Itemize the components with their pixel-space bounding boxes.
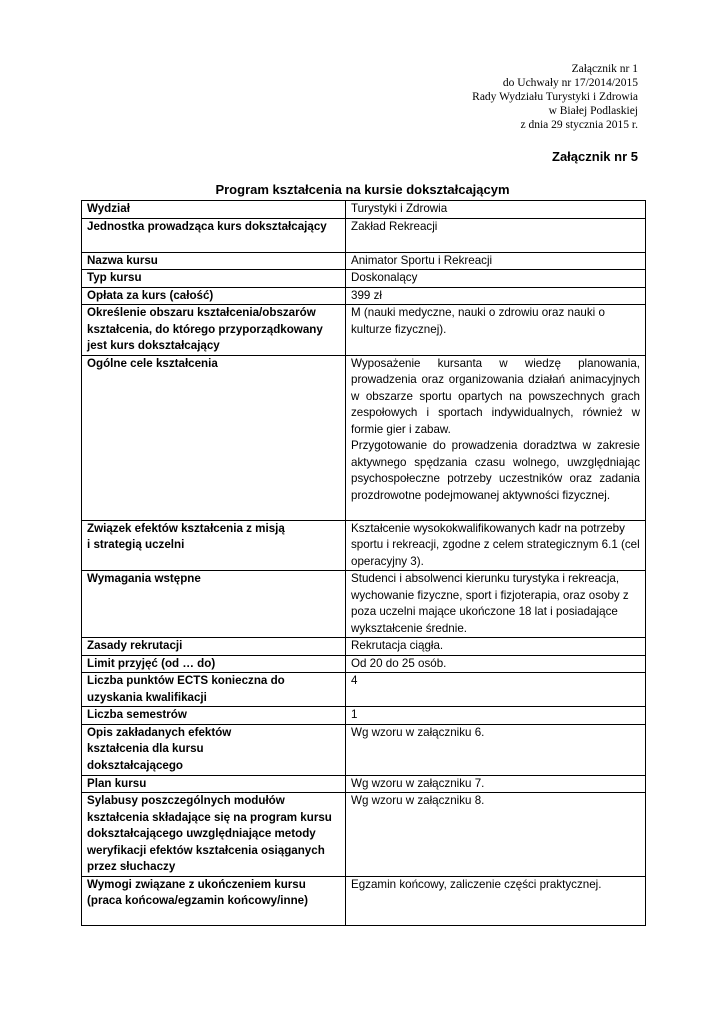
- row-value: Turystyki i Zdrowia: [346, 201, 646, 219]
- table-row: [82, 775, 646, 793]
- row-value: Wg wzoru w załączniku 6.: [346, 724, 646, 775]
- row-label-line: Opis zakładanych efektów: [87, 725, 232, 739]
- row-label: Określenie obszaru kształcenia/obszarów kształcenia, do którego przyporządkowany jest kurs dokształcający: [82, 305, 346, 356]
- row-value: Studenci i absolwenci kierunku turystyka i rekreacja, wychowanie fizyczne, sport i fizjoterapia, oraz osoby z poza uczelni mające ukończone 18 lat i posiadające wykształcenie średnie.: [346, 571, 646, 638]
- row-label: [82, 876, 346, 925]
- table-row: [82, 793, 646, 877]
- attachment-line: Załącznik nr 1: [571, 63, 638, 75]
- row-value: Wg wzoru w załączniku 7.: [346, 775, 646, 793]
- row-label: Liczba semestrów: [82, 707, 346, 725]
- table-row: [82, 218, 646, 252]
- row-value: Od 20 do 25 osób.: [346, 655, 646, 673]
- annex-title: Załącznik nr 5: [552, 149, 638, 164]
- table-row: [82, 520, 646, 571]
- table-row: [82, 655, 646, 673]
- row-label: Plan kursu: [82, 775, 346, 793]
- table-row: [82, 305, 646, 356]
- row-value: Egzamin końcowy, zaliczenie części praktycznej.: [346, 876, 646, 925]
- attachment-line: Rady Wydziału Turystyki i Zdrowia: [472, 91, 638, 103]
- table-row: [82, 287, 646, 305]
- row-label: Jednostka prowadząca kurs dokształcający: [82, 218, 346, 252]
- row-label-line: (praca końcowa/egzamin końcowy/inne): [87, 894, 308, 907]
- course-program-table: [81, 200, 646, 926]
- row-value: Zakład Rekreacji: [346, 218, 646, 252]
- row-value: Doskonalący: [346, 270, 646, 288]
- table-row: [82, 252, 646, 270]
- row-value: Animator Sportu i Rekreacji: [346, 252, 646, 270]
- objective-paragraph: Przygotowanie do prowadzenia doradztwa w zakresie aktywnego spędzania czasu wolnego, uwzględniając psychospołeczne potrzeby uczestników oraz zadania prozdrowotne podejmowanej aktywności fizycznej.: [351, 439, 640, 502]
- table-row: [82, 270, 646, 288]
- row-label: Zasady rekrutacji: [82, 638, 346, 656]
- row-label: Limit przyjęć (od … do): [82, 655, 346, 673]
- attachment-note: [338, 62, 638, 132]
- row-value: 399 zł: [346, 287, 646, 305]
- table-row: [82, 201, 646, 219]
- table-row: [82, 707, 646, 725]
- row-label: Ogólne cele kształcenia: [82, 355, 346, 520]
- row-label: Sylabusy poszczególnych modułów kształcenia składające się na program kursu dokształcającego uwzględniające metody weryfikacji efektów kształcenia osiąganych przez słuchaczy: [82, 793, 346, 877]
- row-label: [82, 520, 346, 571]
- table-row: [82, 638, 646, 656]
- row-label: Wydział: [82, 201, 346, 219]
- row-value: 4: [346, 673, 646, 707]
- table-row: [82, 355, 646, 520]
- row-label: Opłata za kurs (całość): [82, 287, 346, 305]
- attachment-line: do Uchwały nr 17/2014/2015: [502, 77, 638, 89]
- row-label: Wymagania wstępne: [82, 571, 346, 638]
- row-value: Wg wzoru w załączniku 8.: [346, 793, 646, 877]
- table-row: [82, 673, 646, 707]
- table-row: [82, 876, 646, 925]
- row-label: [82, 724, 346, 775]
- document-title: Program kształcenia na kursie dokształcającym: [215, 182, 510, 197]
- row-label-line: dokształcającego: [87, 758, 184, 772]
- row-label: Nazwa kursu: [82, 252, 346, 270]
- row-value: [346, 355, 646, 520]
- row-value: 1: [346, 707, 646, 725]
- row-label-line: kształcenia dla kursu: [87, 742, 204, 755]
- row-value: Kształcenie wysokokwalifikowanych kadr na potrzeby sportu i rekreacji, zgodne z celem strategicznym 6.1 (cel operacyjny 3).: [346, 520, 646, 571]
- objective-paragraph: Wyposażenie kursanta w wiedzę planowania, prowadzenia oraz organizowania działań animacyjnych w obszarze sportu opartych na powszechnych grach zespołowych i sportach indywidualnych, również w formie gier i zabaw.: [351, 356, 640, 436]
- row-label: Typ kursu: [82, 270, 346, 288]
- table-row: [82, 571, 646, 638]
- attachment-line: w Białej Podlaskiej: [548, 105, 638, 117]
- row-label-line: Związek efektów kształcenia z misją: [87, 521, 285, 535]
- row-value: Rekrutacja ciągła.: [346, 638, 646, 656]
- attachment-line: z dnia 29 stycznia 2015 r.: [520, 119, 638, 131]
- row-label: Liczba punktów ECTS konieczna do uzyskania kwalifikacji: [82, 673, 346, 707]
- row-label-line: Wymogi związane z ukończeniem kursu: [87, 877, 306, 891]
- row-value: M (nauki medyczne, nauki o zdrowiu oraz nauki o kulturze fizycznej).: [346, 305, 646, 356]
- table-row: [82, 724, 646, 775]
- row-label-line: i strategią uczelni: [87, 538, 185, 551]
